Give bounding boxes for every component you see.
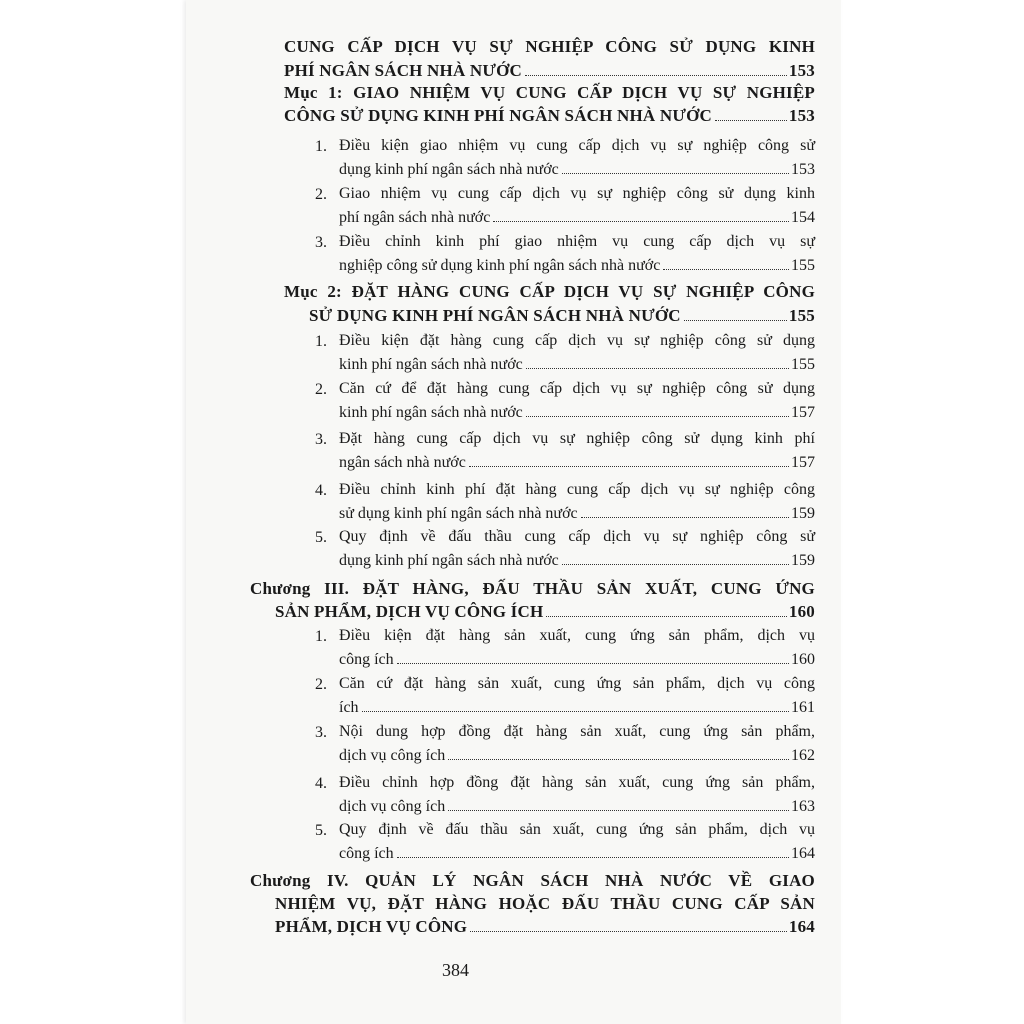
toc-page-ref: 164 xyxy=(791,845,815,862)
dot-leader xyxy=(493,220,789,222)
book-page xyxy=(186,0,841,1024)
toc-entry-text: Điều kiện giao nhiệm vụ cung cấp dịch vụ sự nghiệp công sử xyxy=(339,137,815,154)
toc-item-number: 4. xyxy=(315,482,327,499)
dot-leader xyxy=(525,74,787,76)
toc-item-number: 5. xyxy=(315,529,327,546)
toc-entry-text: Quy định về đấu thầu cung cấp dịch vụ sự nghiệp công sử xyxy=(339,528,815,545)
toc-entry-text: kinh phí ngân sách nhà nước xyxy=(339,404,523,421)
toc-page-ref: 159 xyxy=(791,552,815,569)
toc-entry-text: Nội dung hợp đồng đặt hàng sản xuất, cung ứng sản phẩm, xyxy=(339,723,815,740)
toc-entry-text: Điều chỉnh kinh phí đặt hàng cung cấp dịch vụ sự nghiệp công xyxy=(339,481,815,498)
toc-entry-text: Điều kiện đặt hàng sản xuất, cung ứng sản phẩm, dịch vụ xyxy=(339,627,815,644)
dot-leader xyxy=(715,119,787,121)
dot-leader xyxy=(562,563,789,565)
toc-page-ref: 155 xyxy=(788,306,815,325)
toc-entry-text: Chương IV. QUẢN LÝ NGÂN SÁCH NHÀ NƯỚC VỀ GIAO xyxy=(250,871,815,890)
toc-entry-text: Mục 2: ĐẶT HÀNG CUNG CẤP DỊCH VỤ SỰ NGHIỆP CÔNG xyxy=(284,282,815,301)
toc-page-ref: 153 xyxy=(788,61,815,80)
toc-entry-text: dịch vụ công ích xyxy=(339,747,446,764)
toc-entry-text: nghiệp công sử dụng kinh phí ngân sách nhà nước xyxy=(339,257,661,274)
toc-entry-text: Giao nhiệm vụ cung cấp dịch vụ sự nghiệp công sử dụng kinh xyxy=(339,185,815,202)
toc-page-ref: 159 xyxy=(791,505,815,522)
toc-entry-text: ích xyxy=(339,699,359,716)
toc-page-ref: 154 xyxy=(791,209,815,226)
toc-page-ref: 153 xyxy=(788,106,815,125)
toc-page-ref: 164 xyxy=(788,917,815,936)
toc-entry-text: dịch vụ công ích xyxy=(339,798,446,815)
toc-page-ref: 162 xyxy=(791,747,815,764)
toc-entry-text: kinh phí ngân sách nhà nước xyxy=(339,356,523,373)
toc-page-ref: 163 xyxy=(791,798,815,815)
toc-item-number: 1. xyxy=(315,138,327,155)
toc-page-ref: 155 xyxy=(791,356,815,373)
toc-entry-text: Điều chỉnh kinh phí giao nhiệm vụ cung cấp dịch vụ sự xyxy=(339,233,815,250)
toc-item-number: 1. xyxy=(315,333,327,350)
dot-leader xyxy=(562,172,789,174)
toc-page-ref: 161 xyxy=(791,699,815,716)
toc-entry-text: công ích xyxy=(339,651,394,668)
toc-entry-text: Chương III. ĐẶT HÀNG, ĐẤU THẦU SẢN XUẤT, CUNG ỨNG xyxy=(250,579,815,598)
page-number: 384 xyxy=(442,960,469,980)
toc-item-number: 2. xyxy=(315,381,327,398)
toc-page-ref: 157 xyxy=(791,454,815,471)
toc-entry-text: Quy định về đấu thầu sản xuất, cung ứng sản phẩm, dịch vụ xyxy=(339,821,815,838)
dot-leader xyxy=(546,615,786,617)
dot-leader xyxy=(397,662,789,664)
toc-item-number: 3. xyxy=(315,431,327,448)
toc-entry-text: công ích xyxy=(339,845,394,862)
toc-entry-text: dụng kinh phí ngân sách nhà nước xyxy=(339,552,559,569)
dot-leader xyxy=(448,809,789,811)
toc-entry-text: PHÍ NGÂN SÁCH NHÀ NƯỚC xyxy=(284,61,522,80)
toc-entry-text: phí ngân sách nhà nước xyxy=(339,209,491,226)
dot-leader xyxy=(469,465,789,467)
dot-leader xyxy=(526,415,789,417)
toc-item-number: 5. xyxy=(315,822,327,839)
toc-entry-text: Căn cứ để đặt hàng cung cấp dịch vụ sự nghiệp công sử dụng xyxy=(339,380,815,397)
dot-leader xyxy=(663,268,789,270)
dot-leader xyxy=(362,710,789,712)
toc-page-ref: 160 xyxy=(791,651,815,668)
toc-item-number: 3. xyxy=(315,234,327,251)
toc-page-ref: 157 xyxy=(791,404,815,421)
toc-item-number: 2. xyxy=(315,676,327,693)
toc-entry-text: Điều chỉnh hợp đồng đặt hàng sản xuất, cung ứng sản phẩm, xyxy=(339,774,815,791)
dot-leader xyxy=(581,516,789,518)
dot-leader xyxy=(397,856,789,858)
toc-entry-text: SỬ DỤNG KINH PHÍ NGÂN SÁCH NHÀ NƯỚC xyxy=(309,306,681,325)
toc-item-number: 3. xyxy=(315,724,327,741)
toc-entry-text: PHẨM, DỊCH VỤ CÔNG xyxy=(275,917,468,936)
toc-entry-text: CUNG CẤP DỊCH VỤ SỰ NGHIỆP CÔNG SỬ DỤNG KINH xyxy=(284,37,815,56)
dot-leader xyxy=(684,319,787,321)
toc-item-number: 1. xyxy=(315,628,327,645)
toc-page-ref: 153 xyxy=(791,161,815,178)
dot-leader xyxy=(448,758,789,760)
toc-page-ref: 155 xyxy=(791,257,815,274)
dot-leader xyxy=(526,367,789,369)
toc-entry-text: Căn cứ đặt hàng sản xuất, cung ứng sản phẩm, dịch vụ công xyxy=(339,675,815,692)
toc-page-ref: 160 xyxy=(788,602,815,621)
toc-entry-text: ngân sách nhà nước xyxy=(339,454,466,471)
toc-entry-text: SẢN PHẨM, DỊCH VỤ CÔNG ÍCH xyxy=(275,602,544,621)
toc-entry-text: CÔNG SỬ DỤNG KINH PHÍ NGÂN SÁCH NHÀ NƯỚC xyxy=(284,106,712,125)
dot-leader xyxy=(470,930,787,932)
toc-entry-text: dụng kinh phí ngân sách nhà nước xyxy=(339,161,559,178)
toc-item-number: 2. xyxy=(315,186,327,203)
toc-entry-text: sử dụng kinh phí ngân sách nhà nước xyxy=(339,505,578,522)
toc-entry-text: Mục 1: GIAO NHIỆM VỤ CUNG CẤP DỊCH VỤ SỰ NGHIỆP xyxy=(284,83,815,102)
toc-entry-text: Đặt hàng cung cấp dịch vụ sự nghiệp công sử dụng kinh phí xyxy=(339,430,815,447)
toc-item-number: 4. xyxy=(315,775,327,792)
toc-entry-text: NHIỆM VỤ, ĐẶT HÀNG HOẶC ĐẤU THẦU CUNG CẤP SẢN xyxy=(275,894,815,913)
toc-entry-text: Điều kiện đặt hàng cung cấp dịch vụ sự nghiệp công sử dụng xyxy=(339,332,815,349)
